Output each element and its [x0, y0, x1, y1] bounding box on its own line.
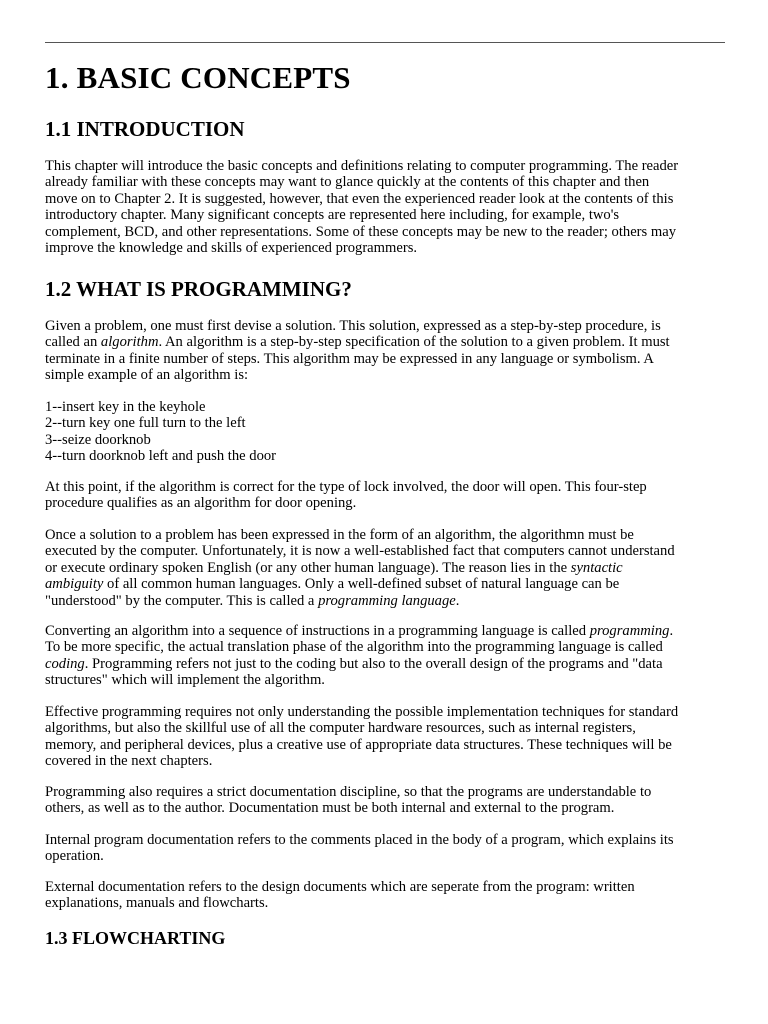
list-item: 2--turn key one full turn to the left: [45, 415, 246, 432]
chapter-title: 1. BASIC CONCEPTS: [45, 60, 351, 95]
door-example-paragraph: At this point, if the algorithm is correct for the type of lock involved, the door will open. This four-step procedure qualifies as an algorithm for door opening.: [45, 479, 647, 512]
list-item: 3--seize doorknob: [45, 431, 151, 448]
horizontal-rule: [45, 42, 725, 43]
external-documentation-paragraph: External documentation refers to the design documents which are seperate from the program: written explanations, manuals and flowcharts.: [45, 879, 635, 912]
programming-language-paragraph: Once a solution to a problem has been expressed in the form of an algorithm, the algorithmn must be executed by the computer. Unfortunately, it is now a well-established fact that computers cannot understand or execute ordinary spoken English (or any other human language). The reason lies in the syntactic ambiguity of all common human languages. Only a well-defined subset of natural language can be "understood" by the computer. This is called a programming language.: [45, 527, 675, 609]
term-algorithm: algorithm: [100, 334, 159, 351]
introduction-paragraph: This chapter will introduce the basic concepts and definitions relating to computer programming. The reader already familiar with these concepts may want to glance quickly at the contents of this chapter and then move on to Chapter 2. It is suggested, however, that even the experienced reader look at the contents of this introductory chapter. Many significant concepts are represented here including, for example, two's complement, BCD, and other representations. Some of these concepts may be new to the reader; others may improve the knowledge and skills of experienced programmers.: [45, 158, 679, 257]
list-item: 1--insert key in the keyhole: [45, 399, 206, 415]
section-heading-what-is-programming: 1.2 WHAT IS PROGRAMMING?: [45, 277, 352, 301]
term-programming-language: programming language: [318, 592, 456, 609]
term-coding: coding: [45, 655, 85, 672]
section-heading-introduction: 1.1 INTRODUCTION: [45, 117, 245, 141]
term-programming: programming: [589, 623, 670, 639]
documentation-paragraph: Programming also requires a strict documentation discipline, so that the programs are understandable to others, as well as to the author. Documentation must be both internal and external to the program.: [45, 784, 652, 817]
section-heading-flowcharting: 1.3 FLOWCHARTING: [45, 928, 226, 948]
list-item: 4--turn doorknob left and push the door: [45, 448, 277, 465]
coding-paragraph: Converting an algorithm into a sequence of instructions in a programming language is called programming. To be more specific, the actual translation phase of the algorithm into the programming language is called coding. Programming refers not just to the coding but also to the overall design of the programs and "data structures" which will implement the algorithm.: [45, 623, 674, 689]
internal-documentation-paragraph: Internal program documentation refers to the comments placed in the body of a program, which explains its operation.: [45, 832, 674, 865]
algorithm-definition-paragraph: Given a problem, one must first devise a solution. This solution, expressed as a step-by-step procedure, is called an algorithm. An algorithm is a step-by-step specification of the solution to a given problem. It must terminate in a finite number of steps. This algorithm may be expressed in any language or symbolism. A simple example of an algorithm is:: [45, 318, 670, 384]
term-ambiguity: ambiguity: [45, 576, 104, 593]
algorithm-steps-list: [45, 399, 735, 465]
term-syntactic: syntactic: [570, 559, 623, 576]
effective-programming-paragraph: Effective programming requires not only understanding the possible implementation techniques for standard algorithms, but also the skillful use of all the computer hardware resources, such as internal registers, memory, and peripheral devices, plus a creative use of appropriate data structures. These techniques will be covered in the next chapters.: [45, 704, 679, 770]
